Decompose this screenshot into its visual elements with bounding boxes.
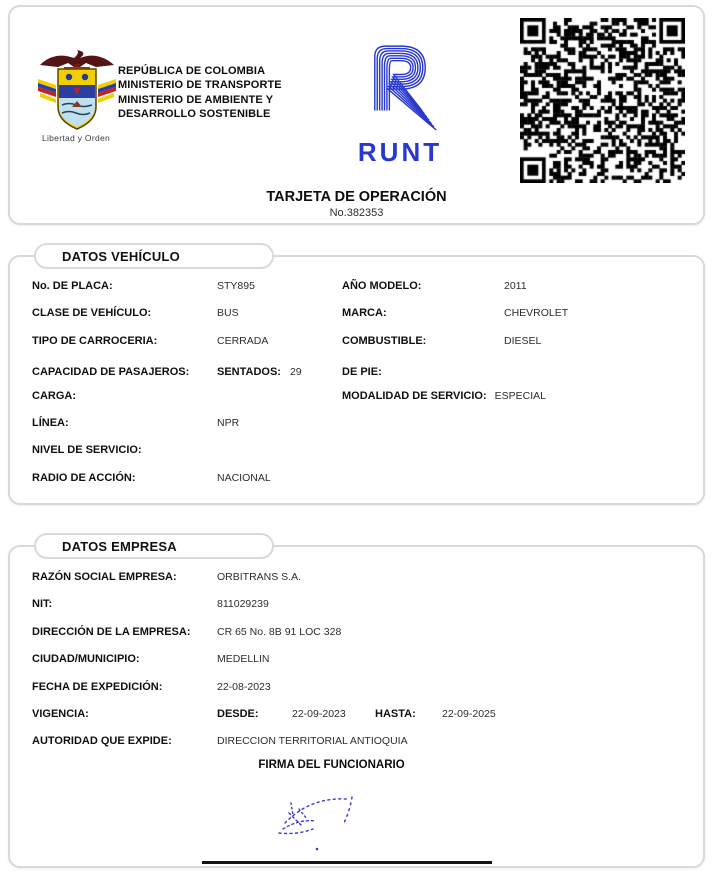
field-value: ESPECIAL — [494, 389, 546, 402]
field-label: NIT: — [32, 598, 53, 611]
company-row — [10, 653, 703, 671]
company-data-section — [8, 538, 705, 868]
field-value: DIRECCION TERRITORIAL ANTIOQUIA — [217, 735, 408, 748]
vehicle-row — [10, 362, 703, 380]
vehicle-row — [10, 444, 703, 462]
field-value: NPR — [217, 416, 240, 429]
ministry-line: MINISTERIO DE TRANSPORTE — [118, 79, 282, 92]
document-number: No.382353 — [329, 207, 384, 219]
field-value: CHEVROLET — [504, 307, 569, 320]
company-row — [10, 681, 703, 699]
field-value: ORBITRANS S.A. — [217, 571, 302, 583]
field-value: DIESEL — [504, 334, 542, 347]
coat-motto: Libertad y Orden — [41, 133, 111, 143]
company-row — [10, 735, 703, 753]
signature-line — [202, 861, 492, 864]
ministry-line: REPÚBLICA DE COLOMBIA — [118, 65, 266, 77]
field-label: TIPO DE CARROCERIA: — [32, 334, 158, 347]
company-row — [10, 626, 703, 644]
capacity-seated-cell — [217, 362, 342, 380]
company-row-vigencia — [10, 708, 703, 726]
field-label: HASTA: — [375, 707, 416, 720]
vehicle-section-tab: DATOS VEHÍCULO — [34, 243, 274, 269]
document-title: TARJETA DE OPERACIÓN — [266, 189, 447, 205]
vehicle-data-section — [8, 248, 705, 505]
field-value: 22-08-2023 — [217, 680, 271, 693]
field-label: FECHA DE EXPEDICIÓN: — [32, 680, 163, 693]
field-label: CLASE DE VEHÍCULO: — [32, 307, 152, 320]
ministry-header-text — [118, 64, 282, 121]
field-value: CERRADA — [217, 334, 269, 347]
company-row — [10, 571, 703, 589]
vehicle-row — [10, 472, 703, 490]
field-value: NACIONAL — [217, 471, 271, 484]
runt-r-icon — [358, 31, 442, 135]
field-label: COMBUSTIBLE: — [342, 334, 427, 347]
company-section-tab: DATOS EMPRESA — [34, 533, 274, 559]
field-label: VIGENCIA: — [32, 707, 89, 720]
vehicle-row — [10, 307, 703, 325]
field-sublabel: SENTADOS: — [217, 366, 281, 379]
field-label: DESDE: — [217, 707, 259, 720]
field-value: MEDELLIN — [217, 653, 270, 666]
field-label: CIUDAD/MUNICIPIO: — [32, 653, 140, 666]
field-label: RADIO DE ACCIÓN: — [32, 471, 136, 484]
vehicle-row — [10, 280, 703, 298]
flag-right — [98, 79, 116, 103]
qr-code — [520, 18, 685, 183]
field-label: MARCA: — [342, 307, 387, 320]
runt-logo — [350, 31, 450, 168]
field-label: LÍNEA: — [32, 416, 69, 429]
runt-wordmark: RUNT — [357, 137, 443, 167]
ministry-line: DESARROLLO SOSTENIBLE — [118, 107, 271, 120]
field-label: CAPACIDAD DE PASAJEROS: — [32, 366, 190, 379]
field-label: DE PIE: — [342, 366, 382, 379]
field-value: 22-09-2025 — [442, 707, 496, 720]
header-section — [8, 5, 705, 225]
field-value: 22-09-2023 — [292, 707, 346, 720]
flag-left — [38, 79, 56, 103]
field-value: STY895 — [217, 280, 255, 292]
field-value: 29 — [289, 366, 302, 379]
ministry-line: MINISTERIO DE AMBIENTE Y — [118, 93, 274, 106]
field-label: NIVEL DE SERVICIO: — [32, 444, 142, 457]
field-value: 811029239 — [217, 598, 269, 611]
field-label: DIRECCIÓN DE LA EMPRESA: — [32, 625, 191, 638]
vehicle-row — [10, 390, 703, 408]
field-value: BUS — [217, 307, 239, 320]
field-label: AUTORIDAD QUE EXPIDE: — [32, 735, 172, 748]
vehicle-row — [10, 417, 703, 435]
official-signature — [255, 785, 395, 857]
field-label: RAZÓN SOCIAL EMPRESA: — [32, 571, 177, 583]
vehicle-row — [10, 335, 703, 353]
vehicle-rows — [10, 280, 703, 490]
field-label: CARGA: — [32, 389, 76, 402]
colombia-coat-of-arms-icon — [36, 49, 118, 135]
company-row — [10, 598, 703, 616]
field-value: 2011 — [504, 280, 527, 292]
field-value: CR 65 No. 8B 91 LOC 328 — [217, 625, 342, 638]
field-label: AÑO MODELO: — [342, 280, 422, 292]
signature-title: FIRMA DEL FUNCIONARIO — [258, 759, 405, 771]
field-label: MODALIDAD DE SERVICIO: — [342, 389, 487, 402]
field-label: No. DE PLACA: — [32, 280, 113, 292]
company-rows — [10, 571, 703, 753]
